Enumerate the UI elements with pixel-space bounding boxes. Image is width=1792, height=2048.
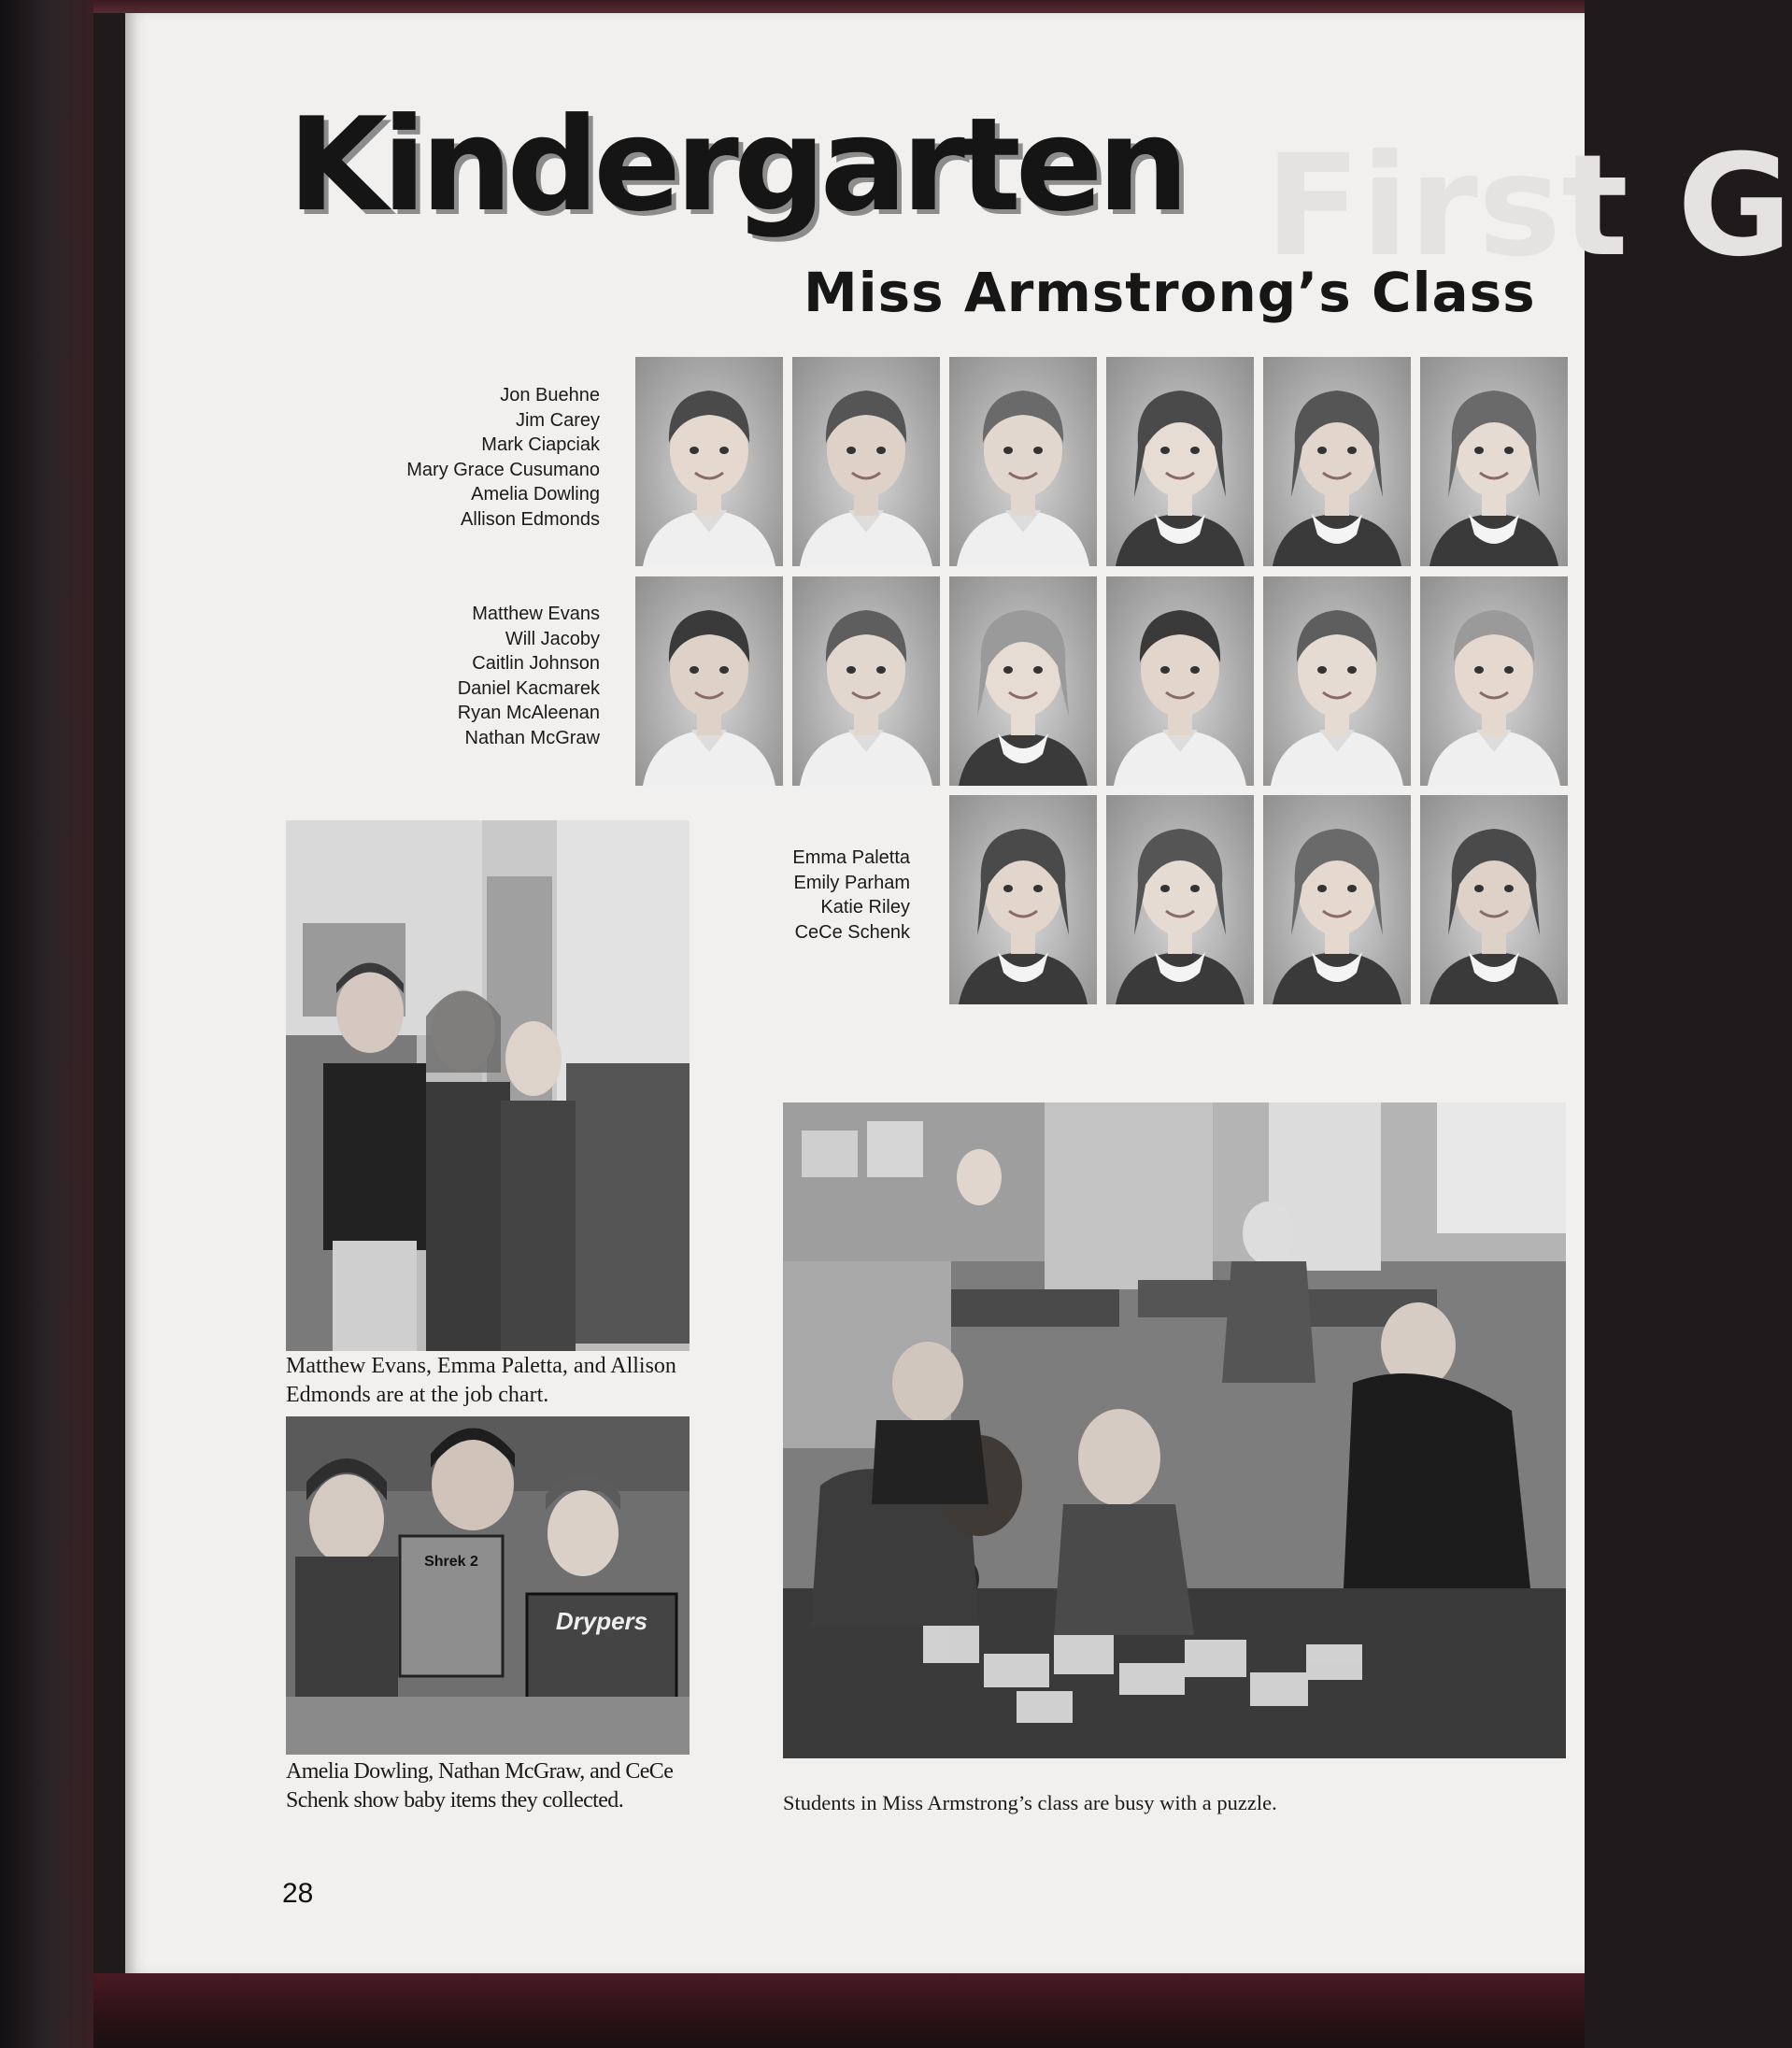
student-name: Daniel Kacmarek: [457, 677, 600, 699]
student-name: Nathan McGraw: [464, 727, 600, 748]
photo-puzzle: [783, 1102, 1566, 1758]
student-name: Jon Buehne: [500, 385, 600, 405]
caption-job-chart: Matthew Evans, Emma Paletta, and Allison Edmonds are at the job chart.: [286, 1354, 676, 1407]
student-portrait: [635, 357, 783, 566]
photo-baby-items: [286, 1416, 690, 1755]
student-portrait: [1420, 795, 1568, 1004]
caption-puzzle: Students in Miss Armstrong’s class are busy with a puzzle.: [783, 1791, 1277, 1814]
name-list-row-1: [406, 383, 600, 532]
student-portrait: [792, 576, 940, 786]
student-name: Amelia Dowling: [471, 484, 600, 505]
student-name: Matthew Evans: [472, 604, 600, 624]
student-name: Allison Edmonds: [461, 508, 600, 530]
photo-book-label: Shrek 2: [424, 1554, 478, 1570]
student-portrait: [635, 576, 783, 786]
student-portrait: [1263, 795, 1411, 1004]
name-list-row-2: [458, 602, 600, 750]
show-through-title: First G: [1265, 125, 1792, 288]
student-name: Emma Paletta: [792, 847, 910, 868]
book-binding-bottom: [93, 1973, 1585, 2048]
page-title: Kindergarten: [288, 90, 1184, 240]
student-name: Emily Parham: [793, 872, 910, 893]
book-binding-top: [93, 0, 1585, 13]
name-list-row-3: [792, 846, 910, 945]
photo-box-label: Drypers: [555, 1607, 648, 1635]
photo-job-chart: [286, 820, 690, 1351]
student-name: Will Jacoby: [505, 628, 600, 649]
class-subtitle: Miss Armstrong’s Class: [804, 261, 1536, 324]
student-portrait: [1420, 357, 1568, 566]
student-name: Mark Ciapciak: [481, 434, 600, 455]
student-portrait: [1263, 357, 1411, 566]
student-portrait: [1106, 357, 1254, 566]
student-portrait: [1106, 576, 1254, 786]
student-name: Jim Carey: [515, 409, 600, 431]
student-portrait: [949, 795, 1097, 1004]
page-number: 28: [282, 1878, 314, 1909]
student-name: CeCe Schenk: [794, 921, 910, 943]
student-portrait: [1263, 576, 1411, 786]
student-name: Mary Grace Cusumano: [406, 459, 600, 480]
student-portrait: [1106, 795, 1254, 1004]
student-portrait: [792, 357, 940, 566]
student-name: Ryan McAleenan: [457, 703, 600, 723]
book-binding-left: [0, 0, 93, 2048]
student-portrait: [949, 576, 1097, 786]
student-name: Katie Riley: [820, 897, 910, 917]
student-portrait: [1420, 576, 1568, 786]
student-portrait: [949, 357, 1097, 566]
caption-baby-items: Amelia Dowling, Nathan McGraw, and CeCe Schenk show baby items they collected.: [286, 1759, 674, 1813]
student-name: Caitlin Johnson: [472, 653, 600, 674]
